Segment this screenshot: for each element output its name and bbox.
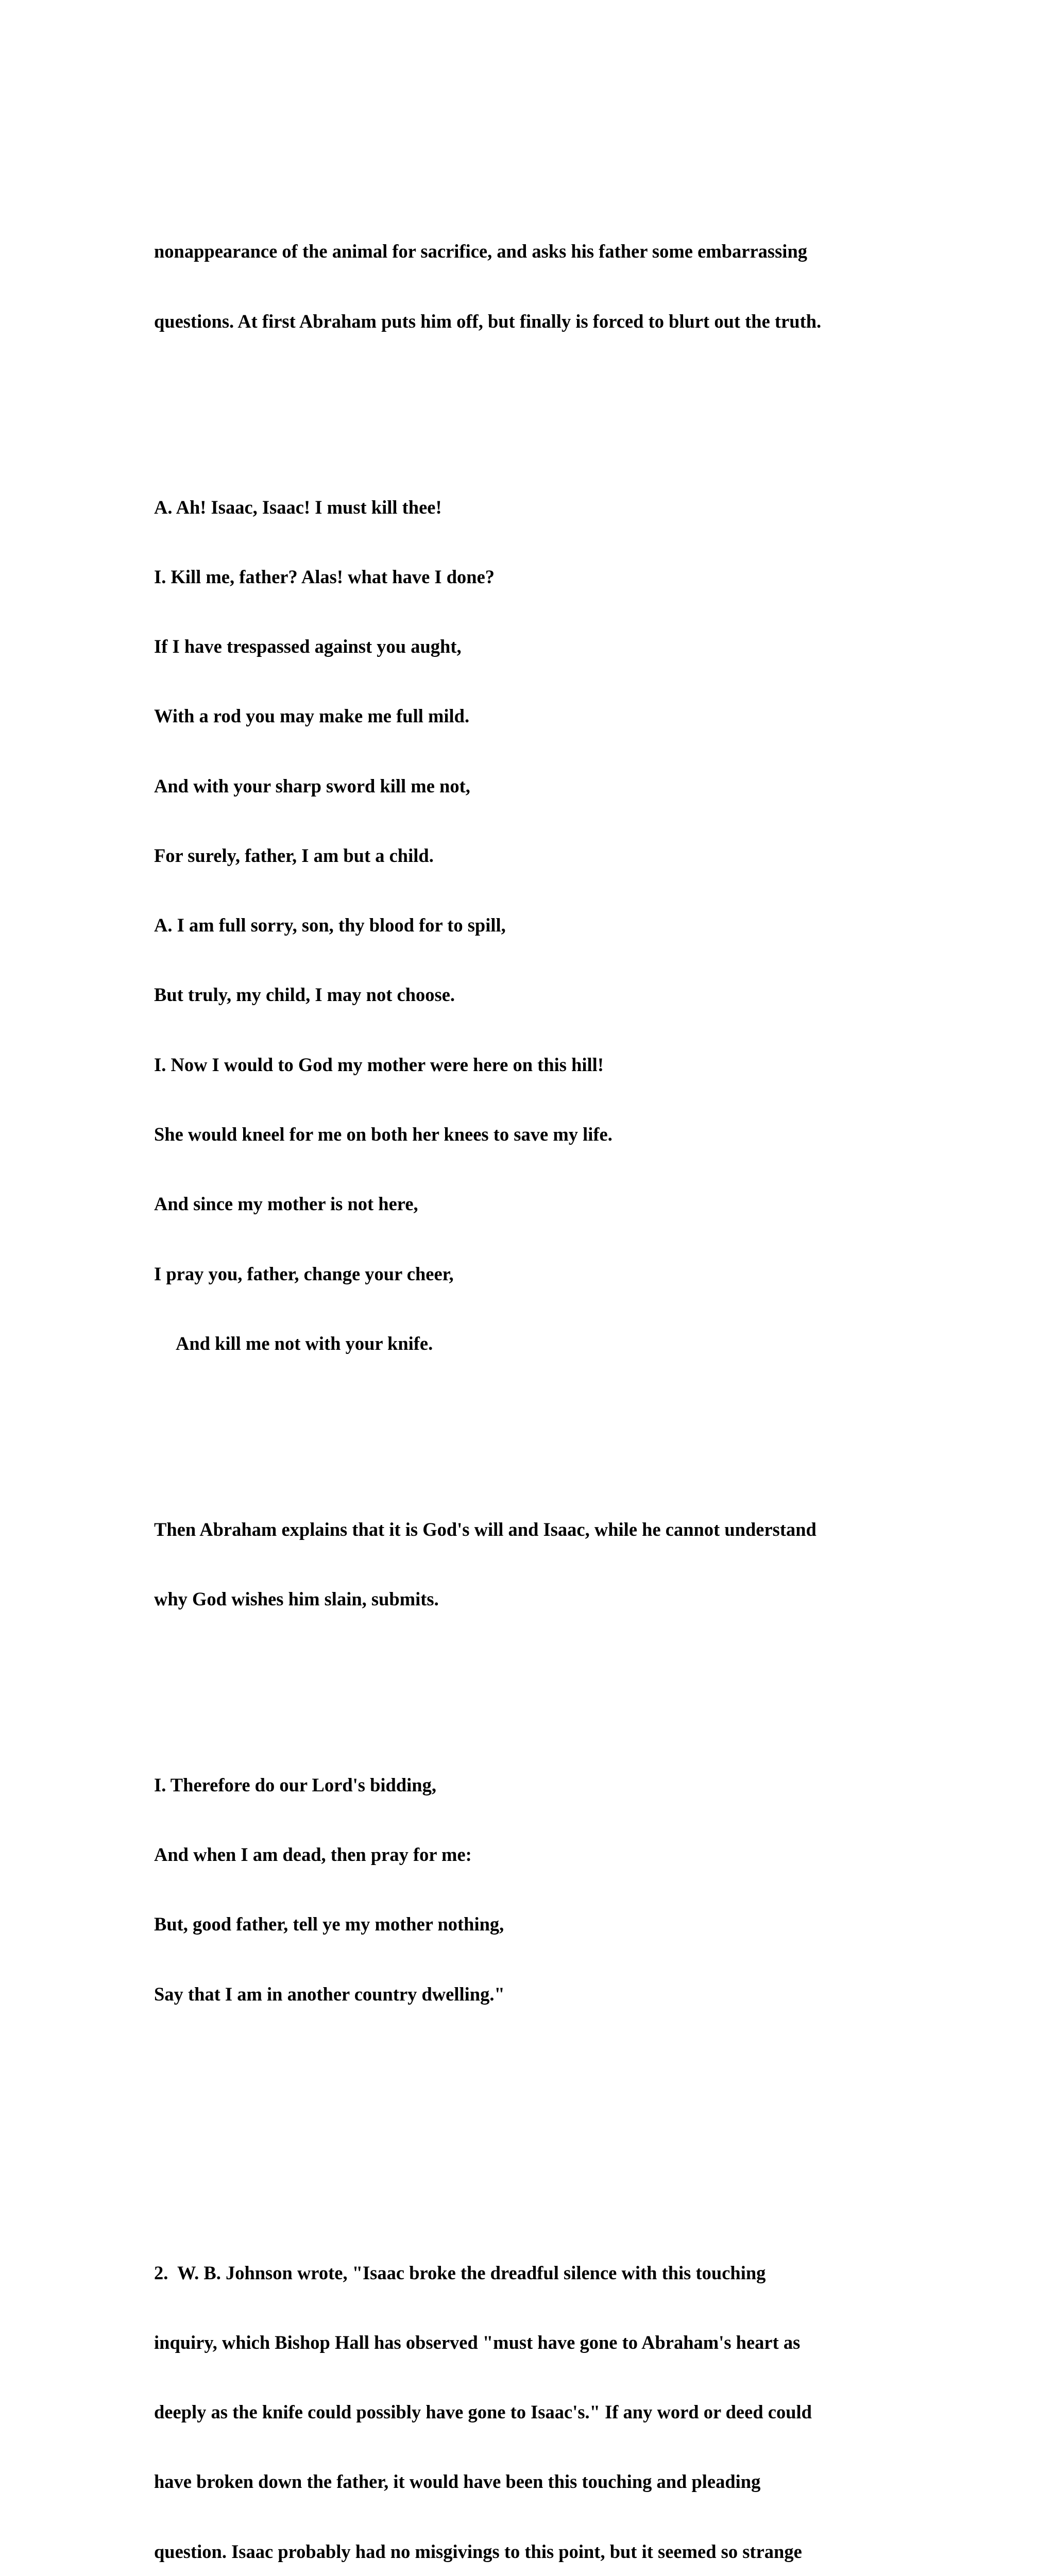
body-text (154, 124, 927, 2576)
text-line: questions. At first Abraham puts him off, but finally is forced to blurt out the truth. (154, 310, 822, 332)
intro-paragraph (154, 193, 927, 379)
text-line: question. Isaac probably had no misgivings to this point, but it seemed so strange (154, 2540, 802, 2562)
text-line: why God wishes him slain, submits. (154, 1588, 439, 1609)
verse-line: A. Ah! Isaac, Isaac! I must kill thee! (154, 496, 442, 518)
verse-line: And since my mother is not here, (154, 1193, 418, 1215)
verse-line: And kill me not with your knife. (176, 1332, 433, 1354)
verse-line: For surely, father, I am but a child. (154, 844, 434, 866)
text-line: inquiry, which Bishop Hall has observed "must have gone to Abraham's heart as (154, 2331, 801, 2353)
verse-line: But truly, my child, I may not choose. (154, 984, 455, 1006)
verse-line: I pray you, father, change your cheer, (154, 1263, 454, 1284)
text-line: Then Abraham explains that it is God's will and Isaac, while he cannot understand (154, 1518, 816, 1540)
text-line: nonappearance of the animal for sacrifice, and asks his father some embarrassing (154, 241, 808, 262)
verse-line: Say that I am in another country dwelling." (154, 1983, 505, 2005)
verse-line: And with your sharp sword kill me not, (154, 775, 470, 796)
verse-line: I. Therefore do our Lord's bidding, (154, 1774, 436, 1795)
verse-line: And when I am dead, then pray for me: (154, 1843, 472, 1865)
verse-line: If I have trespassed against you aught, (154, 636, 462, 657)
paragraph-2 (154, 2214, 927, 2576)
text-line: have broken down the father, it would have been this touching and pleading (154, 2471, 761, 2493)
verse-dialogue-one (154, 449, 927, 1401)
verse-line: I. Kill me, father? Alas! what have I done? (154, 566, 495, 587)
verse-line: With a rod you may make me full mild. (154, 705, 470, 727)
text-line: deeply as the knife could possibly have gone to Isaac's." If any word or deed could (154, 2401, 812, 2423)
verse-line: She would kneel for me on both her knees to save my life. (154, 1124, 612, 1145)
text-line: 2. W. B. Johnson wrote, "Isaac broke the dreadful silence with this touching (154, 2262, 766, 2283)
verse-dialogue-two (154, 1726, 927, 2052)
paragraph-gap (154, 2122, 927, 2145)
bridge-paragraph (154, 1471, 927, 1657)
verse-line: I. Now I would to God my mother were here on this hill! (154, 1054, 604, 1075)
verse-line: A. I am full sorry, son, thy blood for to spill, (154, 914, 506, 936)
verse-line: But, good father, tell ye my mother nothing, (154, 1913, 504, 1935)
